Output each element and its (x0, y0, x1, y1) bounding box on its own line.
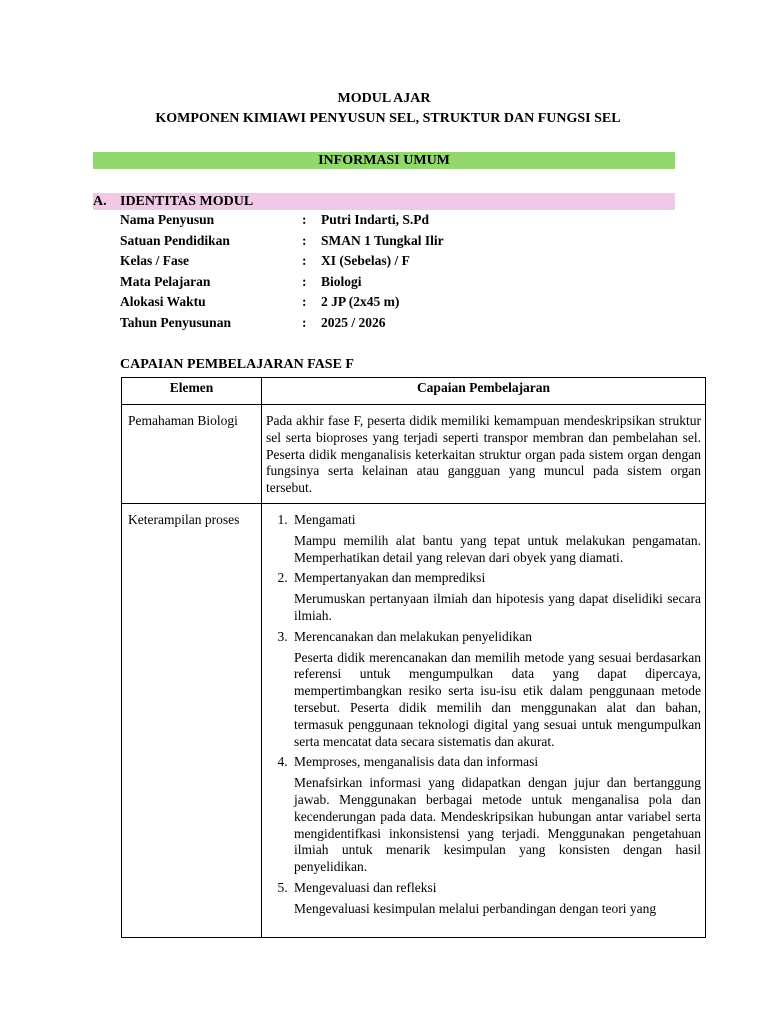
step-title: Mempertanyakan dan memprediksi (294, 570, 486, 586)
step-title: Mengevaluasi dan refleksi (294, 879, 437, 895)
identity-label: Mata Pelajaran (120, 273, 211, 289)
identity-value: 2 JP (2x45 m) (321, 294, 400, 309)
identity-label: Nama Penyusun (120, 212, 215, 227)
identity-colon: : (302, 253, 307, 268)
step-description: Mampu memilih alat bantu yang tepat untuk melakukan pengamatan. Memperhatikan detail yang relevan dari obyek yang diamati. (294, 532, 701, 565)
step-title: Memproses, menganalisis data dan informasi (294, 754, 539, 770)
identity-colon: : (302, 314, 307, 330)
step-title: Merencanakan dan melakukan penyelidikan (294, 628, 533, 644)
table-header-row (122, 378, 706, 405)
column-header-elemen: Elemen (122, 378, 262, 405)
list-item (291, 880, 701, 918)
step-description: Merumuskan pertanyaan ilmiah dan hipotesis yang dapat diselidiki secara ilmiah. (294, 591, 701, 623)
identity-label: Satuan Pendidikan (120, 232, 230, 248)
cp-section-title: CAPAIAN PEMBELAJARAN FASE F (120, 357, 354, 372)
section-letter: A. (93, 194, 107, 209)
list-item (291, 570, 701, 624)
list-item (291, 754, 701, 876)
list-item (291, 512, 701, 566)
identity-value: Biologi (321, 273, 362, 289)
capaian-cell (262, 503, 706, 937)
step-description: Menafsirkan informasi yang didapatkan dengan jujur dan bertanggung jawab. Menggunakan berbagai metode untuk menganalisa pola dan kecenderungan pada data. Mendeskripsikan hubungan antar variabel serta mengidentifkasi inkonsistensi yang terjadi. Menggunakan pengetahuan ilmiah untuk menarik kesimpulan yang konsisten dengan hasil penyelidikan. (294, 775, 701, 875)
identity-label: Alokasi Waktu (120, 294, 206, 309)
identity-value: SMAN 1 Tungkal Ilir (321, 232, 444, 248)
cp-table (121, 377, 706, 938)
step-description: Mengevaluasi kesimpulan melalui perbandingan dengan teori yang (294, 900, 657, 916)
identity-colon: : (302, 212, 307, 227)
identity-colon: : (302, 294, 307, 309)
identity-colon: : (302, 232, 307, 248)
identity-label: Kelas / Fase (120, 253, 189, 268)
info-umum-band: INFORMASI UMUM (93, 152, 675, 169)
process-steps-list (266, 512, 701, 918)
table-row (122, 503, 706, 937)
step-description: Peserta didik merencanakan dan memilih metode yang sesuai berdasarkan referensi untuk mengumpulkan data yang dapat dipercaya, mempertimbangkan resiko serta isu-isu etik dalam penggunaan metode tersebut. Peserta didik memilih dan menggunakan alat dan bahan, termasuk penggunaan teknologi digital yang sesuai untuk mengumpulkan serta mencatat data secara sistematis dan akurat. (294, 649, 701, 749)
element-cell: Keterampilan proses (122, 503, 262, 937)
doc-title: MODUL AJAR (337, 91, 431, 106)
section-title: IDENTITAS MODUL (120, 194, 254, 209)
identity-value: 2025 / 2026 (321, 314, 386, 330)
identity-value: Putri Indarti, S.Pd (321, 212, 430, 227)
table-row (122, 405, 706, 504)
identity-label: Tahun Penyusunan (120, 314, 231, 330)
section-identitas-heading (93, 193, 675, 210)
capaian-cell: Pada akhir fase F, peserta didik memiliki kemampuan mendeskripsikan struktur sel serta bioproses yang terjadi seperti transpor membran dan pembelahan sel. Peserta didik menganalisis keterkaitan struktur organ pada sistem organ dengan fungsinya serta kelainan atau gangguan yang muncul pada sistem organ tersebut. (262, 405, 706, 504)
column-header-capaian: Capaian Pembelajaran (262, 378, 706, 405)
doc-subtitle: KOMPONEN KIMIAWI PENYUSUN SEL, STRUKTUR DAN FUNGSI SEL (155, 111, 621, 126)
element-cell: Pemahaman Biologi (122, 405, 262, 504)
list-item (291, 629, 701, 751)
identity-colon: : (302, 273, 307, 289)
identity-value: XI (Sebelas) / F (321, 253, 410, 268)
step-title: Mengamati (294, 511, 356, 527)
